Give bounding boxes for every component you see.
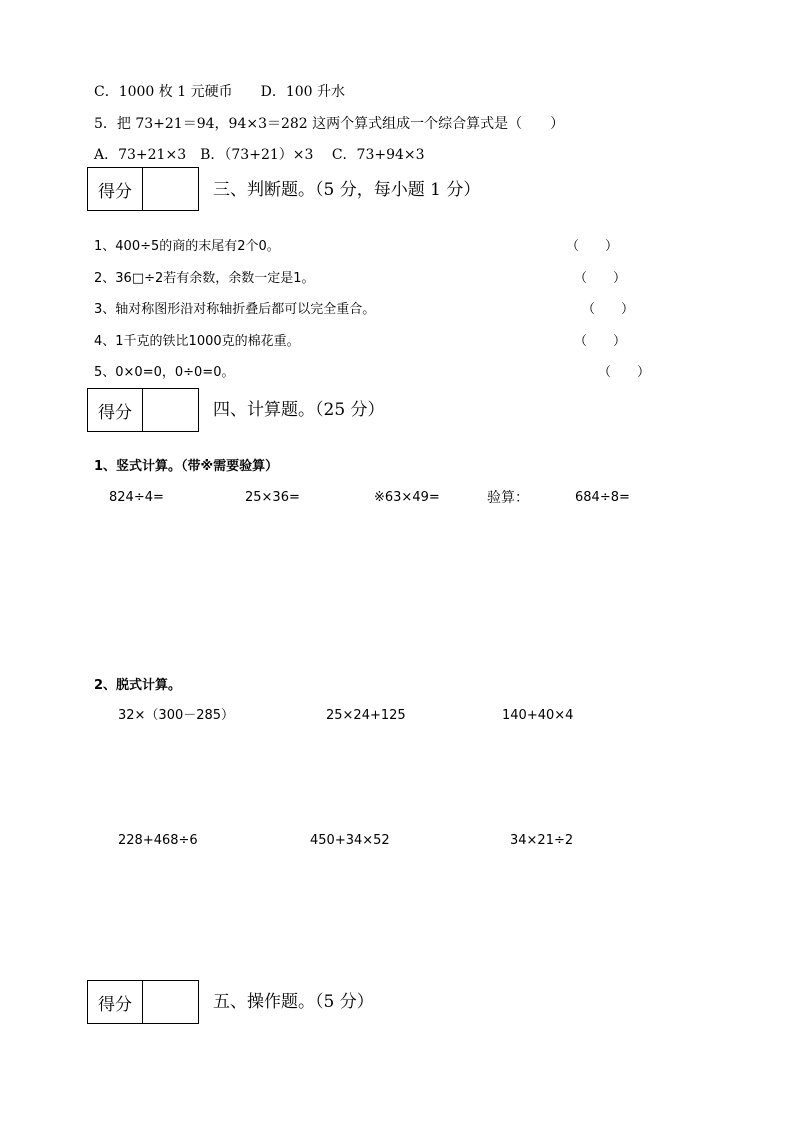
- section3-title: 三、判断题。（5 分，每小题 1 分）: [213, 180, 481, 200]
- score-blank[interactable]: [143, 168, 198, 210]
- step-calc-4: 228+468÷6: [118, 833, 198, 848]
- vertical-calc-2: 25×36=: [245, 490, 300, 505]
- score-box-section3: [87, 167, 199, 211]
- score-label: 得分: [88, 168, 143, 210]
- q5-text: 5．把 73+21＝94，94×3＝282 这两个算式组成一个综合算式是（ ）: [94, 116, 565, 132]
- verify-label: 验算：: [487, 490, 529, 506]
- vertical-calc-4: 684÷8=: [575, 490, 630, 505]
- judge-item-1: 1、400÷5的商的末尾有2个0。: [94, 239, 280, 254]
- vertical-calc-1: 824÷4=: [109, 490, 164, 505]
- judge-paren-2[interactable]: （ ）: [574, 271, 627, 286]
- judge-item-5: 5、0×0=0，0÷0=0。: [94, 365, 235, 380]
- score-blank[interactable]: [143, 981, 198, 1023]
- score-label: 得分: [88, 981, 143, 1023]
- step-calc-6: 34×21÷2: [510, 833, 574, 848]
- score-box-section4: [87, 388, 199, 432]
- q4-options-cd: C．1000 枚 1 元硬币 D．100 升水: [94, 84, 345, 100]
- score-box-section5: [87, 980, 199, 1024]
- step-calc-5: 450+34×52: [310, 833, 390, 848]
- section5-title: 五、操作题。（5 分）: [213, 992, 374, 1012]
- judge-paren-4[interactable]: （ ）: [574, 334, 627, 349]
- q5-options: A．73+21×3 B．（73+21）×3 C．73+94×3: [94, 147, 425, 163]
- step-calc-3: 140+40×4: [502, 708, 574, 723]
- judge-paren-1[interactable]: （ ）: [566, 239, 619, 254]
- judge-item-4: 4、1千克的铁比1000克的棉花重。: [94, 334, 300, 349]
- part2-heading: 2、脱式计算。: [94, 678, 182, 693]
- score-label: 得分: [88, 389, 143, 431]
- judge-paren-3[interactable]: （ ）: [582, 302, 635, 317]
- judge-item-3: 3、轴对称图形沿对称轴折叠后都可以完全重合。: [94, 302, 376, 317]
- section4-title: 四、计算题。（25 分）: [213, 400, 385, 420]
- part1-heading: 1、竖式计算。（带※需要验算）: [94, 459, 279, 474]
- step-calc-1: 32×（300－285）: [118, 708, 235, 723]
- vertical-calc-3: ※63×49=: [374, 490, 440, 505]
- judge-item-2: 2、36□÷2若有余数，余数一定是1。: [94, 271, 315, 286]
- step-calc-2: 25×24+125: [326, 708, 406, 723]
- judge-paren-5[interactable]: （ ）: [598, 365, 651, 380]
- score-blank[interactable]: [143, 389, 198, 431]
